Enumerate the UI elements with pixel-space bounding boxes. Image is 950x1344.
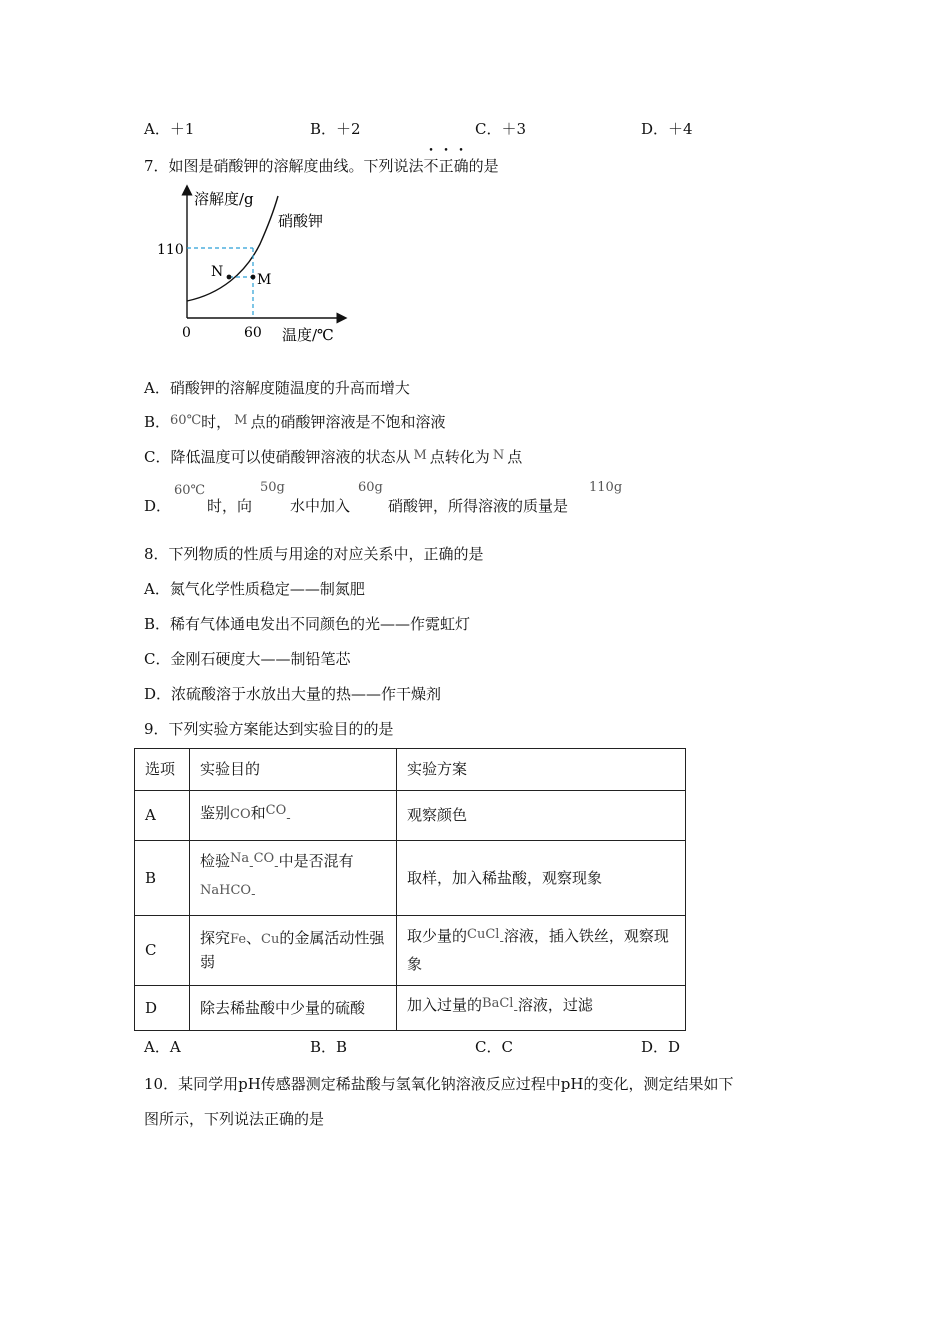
experiment-table (134, 748, 686, 1031)
q6-option-a: A．＋1 (144, 120, 195, 138)
q7-option-d-text1: 时，向 (207, 497, 253, 515)
q9-option-b: B．B (310, 1038, 348, 1056)
x-tick-label: 60 (244, 325, 262, 341)
q7-option-d-prefix: D． (144, 497, 172, 515)
q7-option-d-temp: 60℃ (174, 483, 206, 498)
q7-option-c: C．降低温度可以使硝酸钾溶液的状态从 M 点转化为 N 点 (144, 448, 523, 466)
q6-option-b: B．＋2 (310, 120, 361, 138)
row-plan: 取样，加入稀盐酸，观察现象 (397, 841, 686, 916)
q7-option-d-text2: 水中加入 (290, 497, 351, 515)
table-row (135, 916, 686, 986)
q10-stem-line2: 图所示，下列说法正确的是 (144, 1110, 325, 1128)
q8-option-d: D．浓硫酸溶于水放出大量的热——作干燥剂 (144, 685, 442, 703)
row-goal: 鉴别CO和$CO_-$ (190, 791, 397, 841)
point-m-label: M (257, 272, 272, 288)
q7-option-d-water: 50g (260, 480, 285, 495)
row-option: A (135, 791, 190, 841)
q9-option-c: C．C (475, 1038, 513, 1056)
solubility-chart (150, 184, 360, 349)
q7-option-b: B．60℃时， M 点的硝酸钾溶液是不饱和溶液 (144, 413, 446, 431)
row-plan: 加入过量的BaCl$_-$溶液，过滤 (397, 986, 686, 1031)
q8-stem: 8．下列物质的性质与用途的对应关系中，正确的是 (144, 545, 484, 563)
q8-option-b: B．稀有气体通电发出不同颜色的光——作霓虹灯 (144, 615, 471, 633)
table-header-row (135, 749, 686, 791)
table-row (135, 986, 686, 1031)
point-n-label: N (211, 264, 224, 280)
header-plan: 实验方案 (397, 749, 686, 791)
q7-option-d-kno3: 60g (358, 480, 383, 495)
table-row (135, 791, 686, 841)
point-m-marker (251, 275, 256, 280)
x-axis-label: 温度/℃ (282, 326, 334, 344)
q9-option-a: A．A (144, 1038, 181, 1056)
origin-label: 0 (182, 325, 191, 341)
row-goal: 探究Fe、Cu的金属活动性强弱 (190, 916, 397, 986)
row-plan: 取少量的CuCl$_-$溶液，插入铁丝，观察现象 (397, 916, 686, 986)
row-option: B (135, 841, 190, 916)
point-n-marker (227, 275, 232, 280)
y-tick-label: 110 (157, 242, 184, 258)
row-option: C (135, 916, 190, 986)
q7-option-d-mass: 110g (589, 480, 623, 495)
curve-label: 硝酸钾 (278, 212, 324, 230)
q6-option-c: C．＋3 (475, 120, 527, 138)
q8-option-a: A．氮气化学性质稳定——制氮肥 (144, 580, 365, 598)
q8-option-c: C．金刚石硬度大——制铅笔芯 (144, 650, 351, 668)
row-goal: 除去稀盐酸中少量的硫酸 (190, 986, 397, 1031)
q7-option-a: A．硝酸钾的溶解度随温度的升高而增大 (144, 379, 410, 397)
q9-stem: 9．下列实验方案能达到实验目的的是 (144, 720, 394, 738)
emph-char: 确 (453, 157, 469, 175)
q7-stem: 7．如图是硝酸钾的溶解度曲线。下列说法不正确的是 (144, 157, 499, 175)
emph-char: 不 (423, 157, 439, 175)
y-axis-label: 溶解度/g (194, 190, 254, 208)
table-row (135, 841, 686, 916)
row-plan: 观察颜色 (397, 791, 686, 841)
header-option: 选项 (135, 749, 190, 791)
q10-stem-line1: 10．某同学用pH传感器测定稀盐酸与氢氧化钠溶液反应过程中pH的变化，测定结果如下 (144, 1075, 734, 1093)
q9-option-d: D．D (641, 1038, 681, 1056)
q7-option-d-text3: 硝酸钾，所得溶液的质量是 (388, 497, 569, 515)
q6-option-d: D．＋4 (641, 120, 693, 138)
header-goal: 实验目的 (190, 749, 397, 791)
row-goal: 检验$Na_-CO_-$中是否混有 NaHCO$_-$ (190, 841, 397, 916)
emph-char: 正 (438, 157, 454, 175)
row-option: D (135, 986, 190, 1031)
